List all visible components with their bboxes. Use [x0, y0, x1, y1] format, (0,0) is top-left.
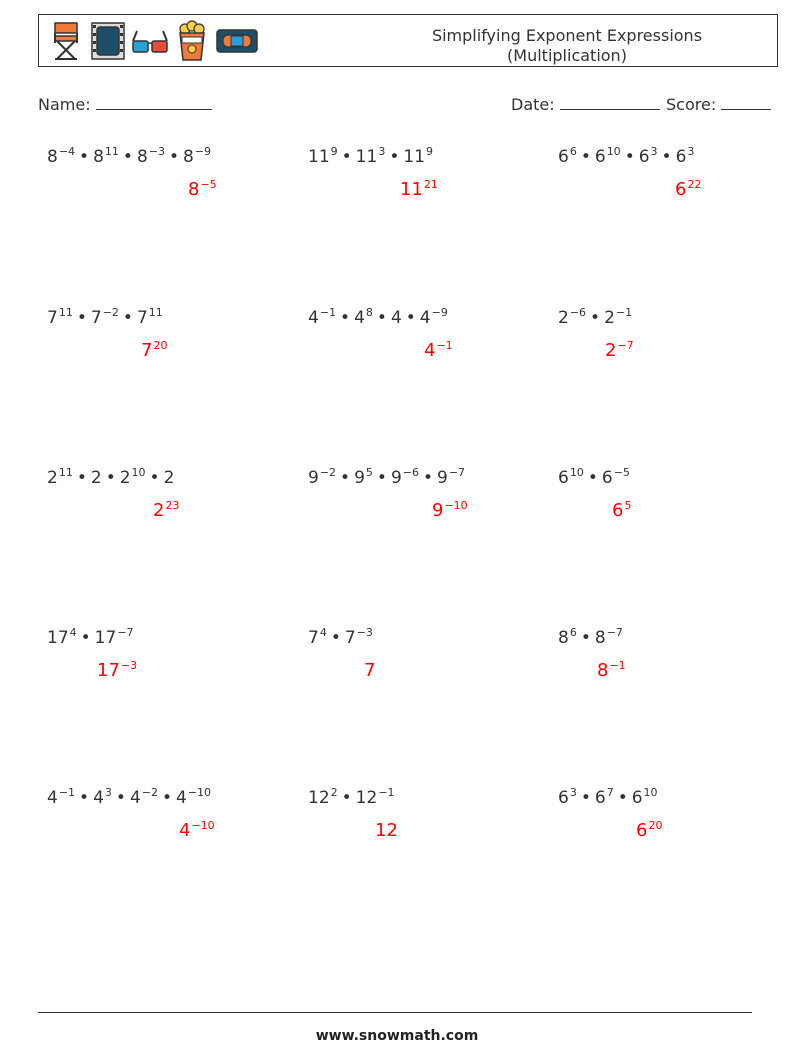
problem-expression: [308, 788, 395, 808]
problem-term: 4: [176, 788, 187, 808]
answer-exponent: 21: [423, 178, 438, 191]
problem-term: 9: [437, 468, 448, 488]
problem-exponent: −3: [356, 626, 373, 639]
answer: [364, 660, 375, 681]
problem-term: 2: [163, 468, 175, 488]
problem-expression: [308, 308, 448, 328]
problem-exponent: 10: [569, 466, 584, 479]
problem-exponent: 3: [687, 145, 695, 158]
answer-exponent: −3: [120, 659, 138, 672]
multiply-dot: •: [340, 468, 351, 488]
footer-site: www.snowmath.com: [315, 1028, 479, 1044]
multiply-dot: •: [161, 788, 173, 808]
problem-exponent: −7: [448, 466, 466, 479]
problem-term: 6: [558, 147, 569, 167]
multiply-dot: •: [617, 788, 628, 808]
problem-term: 2: [47, 468, 58, 488]
problem-term: 6: [594, 147, 606, 167]
problem-expression: [47, 468, 174, 488]
problem-exponent: 4: [69, 626, 77, 639]
vhs-tape-icon: [215, 19, 259, 63]
problem-exponent: 11: [148, 306, 163, 319]
multiply-dot: •: [405, 308, 416, 328]
answer: [188, 179, 217, 200]
problem-exponent: −1: [615, 306, 633, 319]
problem-term: 7: [136, 308, 148, 328]
answer: [605, 340, 634, 361]
answer-term: 7: [364, 660, 376, 681]
multiply-dot: •: [79, 788, 90, 808]
problem-term: 7: [47, 308, 58, 328]
worksheet-title: [407, 26, 727, 66]
multiply-dot: •: [330, 628, 341, 648]
problem-term: 11: [308, 147, 330, 167]
date-field[interactable]: [511, 92, 660, 114]
problem-exponent: −6: [402, 466, 419, 479]
problem-exponent: 2: [330, 786, 338, 799]
answer-term: 9: [432, 500, 444, 521]
answer-term: 8: [188, 179, 200, 200]
answer-term: 2: [153, 500, 165, 521]
problem-exponent: −1: [58, 786, 76, 799]
problem-exponent: −10: [187, 786, 212, 799]
answer-term: 6: [636, 820, 648, 841]
problem-term: 4: [390, 308, 402, 328]
problem-term: 4: [93, 788, 104, 808]
problem-term: 6: [675, 147, 687, 167]
answer: [153, 500, 179, 521]
answer-exponent: −7: [617, 339, 634, 352]
answer: [179, 820, 215, 841]
problem-term: 17: [47, 628, 69, 648]
multiply-dot: •: [122, 308, 133, 328]
footer-divider: [38, 1012, 752, 1013]
multiply-dot: •: [80, 628, 91, 648]
answer-term: 6: [612, 500, 624, 521]
problem-exponent: 6: [569, 145, 577, 158]
problem-exponent: 3: [104, 786, 112, 799]
problem-term: 8: [594, 628, 606, 648]
multiply-dot: •: [580, 628, 591, 648]
problem-expression: [308, 147, 433, 167]
answer-term: 11: [400, 179, 423, 200]
multiply-dot: •: [340, 308, 351, 328]
problem-term: 12: [355, 788, 378, 808]
problem-exponent: 4: [319, 626, 327, 639]
multiply-dot: •: [590, 308, 601, 328]
multiply-dot: •: [580, 147, 591, 167]
score-field[interactable]: [666, 92, 771, 114]
problem-exponent: −3: [148, 145, 165, 158]
answer: [400, 179, 438, 200]
problem-term: 2: [90, 468, 102, 488]
problem-exponent: 3: [650, 145, 658, 158]
popcorn-icon: [173, 19, 211, 63]
answer: [432, 500, 468, 521]
answer-term: 4: [179, 820, 191, 841]
multiply-dot: •: [341, 147, 352, 167]
problem-expression: [308, 468, 465, 488]
answer-exponent: −1: [609, 659, 626, 672]
problem-exponent: −4: [58, 145, 76, 158]
problem-expression: [558, 147, 694, 167]
multiply-dot: •: [115, 788, 126, 808]
problem-term: 8: [47, 147, 58, 167]
problem-term: 4: [419, 308, 431, 328]
problem-exponent: 11: [104, 145, 119, 158]
problem-exponent: −1: [319, 306, 337, 319]
answer-exponent: −1: [436, 339, 453, 352]
title-line-1: Simplifying Exponent Expressions: [431, 26, 703, 45]
name-field[interactable]: [38, 92, 212, 114]
problem-exponent: 9: [425, 145, 433, 158]
multiply-dot: •: [661, 147, 672, 167]
multiply-dot: •: [580, 788, 591, 808]
problem-exponent: −9: [194, 145, 212, 158]
problem-term: 6: [638, 147, 650, 167]
multiply-dot: •: [149, 468, 160, 488]
date-blank[interactable]: [560, 92, 660, 110]
problem-term: 6: [558, 468, 569, 488]
problem-exponent: 8: [365, 306, 373, 319]
answer-term: 17: [97, 660, 120, 681]
multiply-dot: •: [376, 308, 387, 328]
answer-exponent: 22: [687, 178, 702, 191]
problem-term: 9: [354, 468, 365, 488]
title-line-2: (Multiplication): [507, 46, 627, 65]
multiply-dot: •: [122, 147, 133, 167]
answer: [97, 660, 137, 681]
student-fields: [38, 92, 770, 116]
problem-term: 6: [601, 468, 613, 488]
problem-term: 2: [558, 308, 569, 328]
icon-strip: [47, 19, 259, 63]
problem-term: 4: [47, 788, 58, 808]
answer-exponent: 20: [648, 819, 663, 832]
problem-term: 9: [308, 468, 319, 488]
problem-exponent: 6: [569, 626, 577, 639]
problem-term: 4: [308, 308, 319, 328]
answer-term: 4: [424, 340, 436, 361]
problem-term: 7: [308, 628, 319, 648]
problem-term: 8: [93, 147, 104, 167]
problem-exponent: −2: [102, 306, 119, 319]
name-blank[interactable]: [96, 92, 212, 110]
problem-expression: [47, 147, 211, 167]
problem-term: 12: [308, 788, 330, 808]
problem-term: 6: [631, 788, 643, 808]
answer-exponent: 20: [153, 339, 168, 352]
problem-term: 11: [403, 147, 425, 167]
multiply-dot: •: [105, 468, 116, 488]
director-chair-icon: [47, 19, 85, 63]
multiply-dot: •: [587, 468, 598, 488]
answer-exponent: −10: [191, 819, 215, 832]
answer-exponent: 5: [624, 499, 632, 512]
score-label: Score:: [666, 95, 717, 114]
problem-exponent: 10: [606, 145, 621, 158]
problem-term: 11: [355, 147, 378, 167]
problem-term: 6: [594, 788, 606, 808]
problem-term: 8: [183, 147, 194, 167]
answer: [141, 340, 167, 361]
multiply-dot: •: [341, 788, 352, 808]
multiply-dot: •: [76, 308, 87, 328]
problem-exponent: 7: [606, 786, 614, 799]
answer: [424, 340, 453, 361]
answer-exponent: 23: [165, 499, 180, 512]
problem-exponent: −7: [606, 626, 623, 639]
problem-term: 4: [354, 308, 365, 328]
name-label: Name:: [38, 95, 91, 114]
3d-glasses-icon: [131, 19, 169, 63]
problem-term: 2: [119, 468, 131, 488]
problem-exponent: 5: [365, 466, 373, 479]
problem-term: 6: [558, 788, 569, 808]
problem-term: 2: [604, 308, 615, 328]
problem-term: 4: [129, 788, 141, 808]
film-frame-icon: [89, 19, 127, 63]
answer-exponent: −5: [200, 178, 217, 191]
problem-expression: [558, 788, 658, 808]
answer: [375, 820, 398, 841]
problem-exponent: −2: [141, 786, 158, 799]
problem-exponent: 9: [330, 145, 338, 158]
multiply-dot: •: [624, 147, 635, 167]
problem-expression: [308, 628, 373, 648]
problem-exponent: 11: [58, 466, 73, 479]
answer-term: 6: [675, 179, 687, 200]
problem-expression: [47, 628, 134, 648]
problem-expression: [47, 308, 163, 328]
problem-expression: [558, 628, 623, 648]
problem-exponent: −1: [378, 786, 395, 799]
problem-exponent: 3: [378, 145, 386, 158]
problem-term: 7: [90, 308, 102, 328]
multiply-dot: •: [168, 147, 180, 167]
answer: [612, 500, 631, 521]
answer-term: 12: [375, 820, 398, 841]
problem-exponent: 3: [569, 786, 577, 799]
answer: [675, 179, 701, 200]
problem-term: 7: [344, 628, 356, 648]
multiply-dot: •: [79, 147, 90, 167]
header-box: [38, 14, 778, 67]
problem-term: 9: [390, 468, 402, 488]
problem-term: 8: [136, 147, 148, 167]
answer-term: 8: [597, 660, 609, 681]
score-blank[interactable]: [721, 92, 771, 110]
problem-expression: [558, 308, 632, 328]
problem-exponent: 10: [643, 786, 658, 799]
problem-exponent: 11: [58, 306, 73, 319]
multiply-dot: •: [376, 468, 387, 488]
answer: [636, 820, 662, 841]
problem-exponent: −5: [613, 466, 630, 479]
answer-term: 7: [141, 340, 153, 361]
problem-exponent: −9: [431, 306, 448, 319]
problem-exponent: −6: [569, 306, 587, 319]
answer-exponent: −10: [444, 499, 468, 512]
problem-exponent: 10: [131, 466, 146, 479]
date-label: Date:: [511, 95, 555, 114]
answer-term: 2: [605, 340, 617, 361]
problem-exponent: −2: [319, 466, 337, 479]
multiply-dot: •: [76, 468, 87, 488]
problem-term: 8: [558, 628, 569, 648]
problem-expression: [47, 788, 211, 808]
problem-exponent: −7: [117, 626, 134, 639]
multiply-dot: •: [422, 468, 434, 488]
problem-expression: [558, 468, 630, 488]
answer: [597, 660, 626, 681]
multiply-dot: •: [389, 147, 400, 167]
problem-term: 17: [94, 628, 117, 648]
